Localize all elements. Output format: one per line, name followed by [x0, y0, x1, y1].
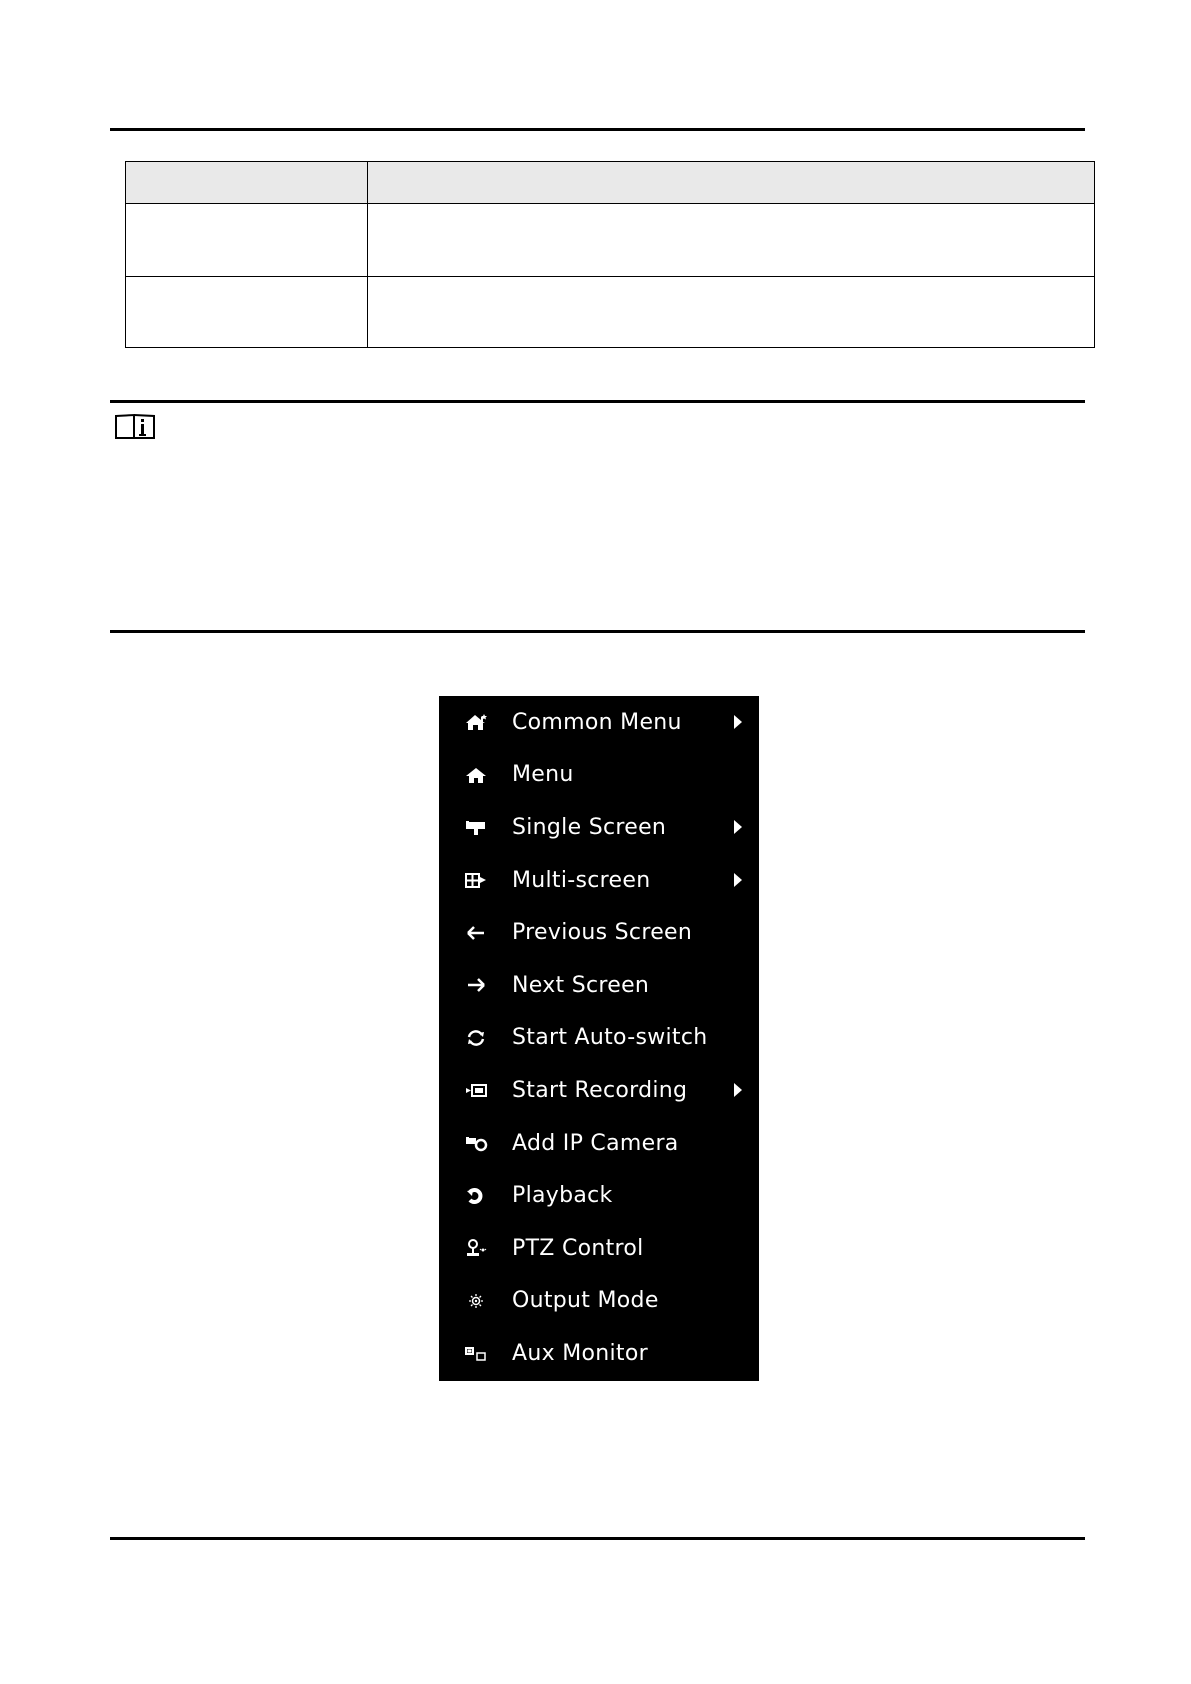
menu-item-label: Add IP Camera — [512, 1130, 679, 1156]
menu-item-add-ip-camera[interactable] — [439, 1117, 759, 1170]
header-rule — [110, 128, 1085, 131]
multi-screen-icon — [463, 870, 489, 890]
menu-item-start-auto-switch[interactable] — [439, 1012, 759, 1065]
menu-item-common-menu[interactable] — [439, 696, 759, 749]
menu-item-label: Next Screen — [512, 972, 650, 998]
right-click-context-menu — [439, 696, 759, 1381]
menu-item-label: PTZ Control — [512, 1235, 644, 1261]
menu-item-label: Aux Monitor — [512, 1340, 648, 1366]
ptz-icon — [463, 1238, 489, 1258]
refresh-icon — [463, 1028, 489, 1048]
menu-item-menu[interactable] — [439, 749, 759, 802]
note-bottom-rule — [110, 630, 1085, 633]
menu-item-label: Multi-screen — [512, 867, 651, 893]
menu-item-ptz-control[interactable] — [439, 1222, 759, 1275]
add-camera-icon — [463, 1133, 489, 1153]
table-header-row — [126, 162, 1095, 204]
menu-item-label: Output Mode — [512, 1288, 659, 1314]
submenu-arrow-icon — [734, 715, 742, 729]
menu-item-single-screen[interactable] — [439, 801, 759, 854]
aux-monitor-icon — [463, 1343, 489, 1363]
table-row — [126, 277, 1095, 348]
menu-item-label: Menu — [512, 762, 574, 788]
menu-item-previous-screen[interactable] — [439, 906, 759, 959]
arrow-right-icon — [463, 975, 489, 995]
footer-rule — [110, 1537, 1085, 1540]
menu-item-output-mode[interactable] — [439, 1275, 759, 1328]
menu-item-label: Playback — [512, 1183, 613, 1209]
camera-icon — [463, 817, 489, 837]
menu-item-playback[interactable] — [439, 1169, 759, 1222]
menu-item-start-recording[interactable] — [439, 1064, 759, 1117]
note-book-icon — [114, 413, 157, 440]
note-top-rule — [110, 400, 1085, 403]
menu-item-label: Start Recording — [512, 1077, 688, 1103]
menu-item-next-screen[interactable] — [439, 959, 759, 1012]
menu-item-label: Common Menu — [512, 709, 682, 735]
menu-item-label: Start Auto-switch — [512, 1025, 708, 1051]
description-table — [125, 161, 1095, 348]
menu-item-label: Single Screen — [512, 814, 667, 840]
arrow-left-icon — [463, 923, 489, 943]
submenu-arrow-icon — [734, 820, 742, 834]
table-row — [126, 204, 1095, 277]
submenu-arrow-icon — [734, 1083, 742, 1097]
submenu-arrow-icon — [734, 873, 742, 887]
menu-item-aux-monitor[interactable] — [439, 1327, 759, 1380]
home-star-icon — [463, 712, 489, 732]
playback-icon — [463, 1186, 489, 1206]
menu-item-label: Previous Screen — [512, 920, 693, 946]
record-icon — [463, 1080, 489, 1100]
home-icon — [463, 765, 489, 785]
output-mode-icon — [463, 1291, 489, 1311]
menu-item-multi-screen[interactable] — [439, 854, 759, 907]
